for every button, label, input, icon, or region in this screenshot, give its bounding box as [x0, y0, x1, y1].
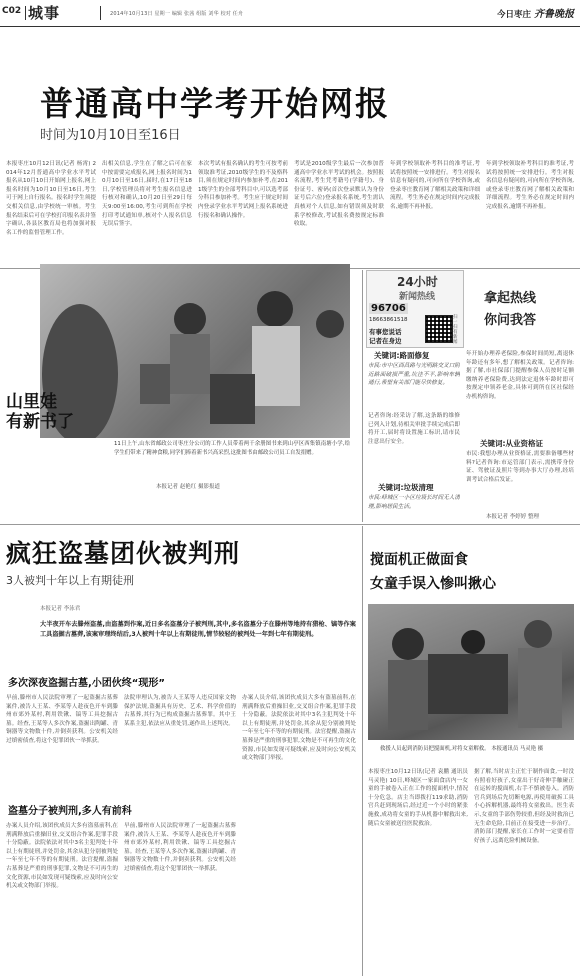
accident-headline-line2: 女童手误入惨叫揪心 — [370, 576, 496, 592]
header-divider — [25, 6, 26, 20]
crime-subhead-2: 盗墓分子被判刑,多人有前科 — [8, 806, 132, 817]
keyword-label-2: 关键词:垃圾清理 — [378, 483, 434, 492]
ad-tag2: 记者在身边 — [369, 337, 402, 345]
crime-body-2a: 办案人员介绍,该团伙成员大多有盗墓前科,在刑满释放后重操旧业,交叉组合作案,犯罪手段十分隐蔽。法院依法对其中3名主犯判处十年以上有期徒刑,并处罚金,其余从犯分别被判处一年至七年不等的有期徒刑。法官提醒,盗掘古墓葬是严重的刑事犯罪,文物是不可再生的文化资源,市民如发现可疑线索,应及时向公安机关或文物部门举报。 — [6, 823, 118, 890]
photo-caption: 11日上午,山东省邮政公司枣庄分公司的工作人员带着两千余册图书来到山亭区西集镇南塘小学,给学生们带来了精神食粮,同学们捧着新书兴高采烈,这批图书由邮政公司员工自发捐赠。 — [114, 441, 350, 456]
brand-prefix: 今日枣庄 — [497, 10, 532, 20]
ad-big-text: 24小时 — [397, 275, 438, 289]
accident-body-2: 据了解,当时店主正忙于制作面食,一时没有照看好孩子,女童出于好奇伸手触碰正在运转的搅面机,右手不慎被卷入。消防官兵到场后先切断电源,再使用破拆工具小心拆解机器,最终将女童救出。医生表示,女童的手部伤势较重,但经及时救治已无生命危险,目前正在接受进一步治疗。消防部门提醒,家长在工作时一定要看管好孩子,远离危险机械设备。 — [474, 769, 574, 844]
rescue-photo — [368, 604, 574, 740]
lead-column-2: 出相关信息,学生在了解之后可在家中按需要完成报名,网上报名时间为10月10日至16日,届时,在17日至18日,学校管理员将对考生报名信息进行核对和确认,10月20日至29日每天9:00至16:00,考生可到所在学校打印考试通知单,核对个人报名信息无误后签字。 — [102, 161, 192, 228]
accident-headline-line1: 搅面机正做面食 — [370, 552, 468, 568]
accident-photo-credit: 本报通讯员 马灵艳 摄 — [491, 746, 544, 752]
crime-body-2b: 早前,滕州市人民法院审理了一起盗掘古墓葬案件,被告人王某、李某等人趁夜色开车到滕州市郊外某村,利用铁锹、镐等工具挖掘古墓。经查,王某等人多次作案,盗掘出陶罐、青铜器等文物数十件,并倒卖获利。公安机关经过缜密侦查,将这个犯罪团伙一举抓获。 — [124, 823, 236, 872]
hotline-title-line2: 你问我答 — [484, 313, 537, 328]
section-title: 城事 — [28, 4, 61, 22]
hotline-title-line1: 拿起热线 — [484, 291, 537, 306]
photo-headline-line2: 有新书了 — [6, 412, 74, 432]
crime-body-1c: 办案人员介绍,该团伙成员大多有盗墓前科,在刑满释放后重操旧业,交叉组合作案,犯罪手段十分隐蔽。法院依法对其中3名主犯判处十年以上有期徒刑,并处罚金,其余从犯分别被判处一年至七年不等的有期徒刑。法官提醒,盗掘古墓葬是严重的刑事犯罪,文物是不可再生的文化资源,市民如发现可疑线索,应及时向公安机关或文物部门举报。 — [242, 695, 356, 762]
lead-column-3: 本次考试有报名确认的考生可按考前领取准考证,2010级学生的不及格科目,须在规定时间内参加补考,在2011级学生的全部考科目中,可以选考部分科目参加补考。考生应于规定时间内登录学业水平考试网上报名系统进行报名和确认操作。 — [198, 161, 288, 219]
lead-headline: 普通高中学考开始网报 — [40, 84, 390, 123]
school-children-photo — [40, 264, 350, 438]
ad-phone2: 18663861518 — [369, 317, 408, 323]
crime-byline: 本报记者 李泳君 — [40, 606, 81, 612]
hotline-credit: 本报记者 李婷婷 整理 — [486, 514, 539, 520]
photo-headline-line1: 山里娃 — [6, 392, 57, 412]
hotline-advert — [366, 270, 464, 348]
brand-name: 齐鲁晚报 — [534, 9, 574, 20]
issue-meta: 2014年10月13日 星期一 编辑 张茜 组版 刘华 校对 任舟 — [110, 11, 244, 17]
lead-column-5: 年到学校领取补考科目的准考证,考试将按照统一安排进行。考生对报名信息有疑问的,可向所在学校咨询,或登录枣庄教育网了解相关政策和详细流程。考生务必在规定时间内完成报名,逾期不再补报。 — [390, 161, 480, 210]
column-divider — [362, 526, 363, 976]
column-divider — [362, 270, 363, 522]
hotline-right-column-2: 市民:我想办理从业资格证,需要准备哪些材料?记者咨询:市运管部门表示,需携带身份证、驾驶证及照片等到办事大厅办理,经培训考试合格后发证。 — [466, 451, 574, 483]
crime-subheadline: 3人被判十年以上有期徒刑 — [6, 574, 134, 587]
crime-subhead-1: 多次深夜盗掘古墓,小团伙终“现形” — [8, 678, 165, 689]
accident-body-1: 本报枣庄10月12日讯(记者 袁鹏 通讯员 马灵艳) 10日,峄城区一家面食店内一女童的手被卷入正在工作的搅面机中,情况十分危急。店主当即拨打119求助,消防官兵赶到现场后,经过近一个小时的紧张施救,成功将女童的手从机器中解救出来,随后女童被送往医院救治。 — [368, 769, 468, 827]
ad-qr-note: 扫一扫 有新闻 — [453, 315, 458, 345]
page-number: C02 — [2, 6, 22, 16]
hotline-right-column: 年开始办理养老保险,参保时间尚短,离退休年龄还有多年,想了解相关政策。记者咨询:据了解,市社保部门提醒参保人员按时足额缴纳养老保险费,达到法定退休年龄时即可按规定申领养老金,具体可到所在区社保经办机构咨询。 — [466, 351, 574, 400]
hotline-question-2: 市民:峄城区一小区垃圾长时间无人清理,影响居民生活。 — [368, 495, 460, 510]
page-header — [0, 0, 580, 27]
ad-tag1: 有事您说话 — [369, 328, 402, 336]
ad-phone: 96706 — [371, 303, 406, 314]
keyword-label-3: 关键词:从业资格证 — [480, 439, 543, 448]
crime-headline: 疯狂盗墓团伙被判刑 — [6, 539, 241, 568]
section-divider — [0, 524, 580, 525]
crime-body-1b: 法院审理认为,被告人王某等人违反国家文物保护法规,盗掘具有历史、艺术、科学价值的古墓葬,其行为已构成盗掘古墓葬罪。其中王某系主犯,依法应从重处罚,遂作出上述判决。 — [124, 695, 236, 727]
lead-column-6: 年到学校领取补考科目的准考证,考试将按照统一安排进行。考生对报名信息有疑问的,可向所在学校咨询,或登录枣庄教育网了解相关政策和详细流程。考生务必在规定时间内完成报名,逾期不再补报。 — [486, 161, 574, 210]
hotline-answer-1: 记者咨询:经采访了解,这条路的维修已列入计划,待相关审批手续完成后即将开工,届时将设置施工标识,请市民注意出行安全。 — [368, 413, 460, 445]
hotline-question-1: 市民:市中区西昌路与光明路交叉口附近路面破损严重,坑洼不平,影响车辆通行,希望有关部门能尽快修复。 — [368, 363, 460, 387]
accident-caption-text: 救援人员起到消防员把搅面机,对将女童解救。 — [380, 746, 490, 752]
lead-subheadline: 时间为10月10日至16日 — [40, 128, 181, 143]
photo-story-headline — [6, 392, 74, 432]
crime-lead: 大半夜开车去滕州盗墓,由盗墓到作案,近日多名盗墓分子被判刑,其中,多名盗墓分子在滕州等地持有猎枪、镐等作案工具盗掘古墓葬,该案审理终结后,3人被判十年以上有期徒刑,情节较轻的被判处一年到七年有期徒刑。 — [40, 621, 356, 638]
accident-headline — [370, 548, 496, 596]
brand-logo — [497, 5, 574, 20]
hotline-title — [484, 288, 536, 332]
qr-code-icon — [425, 315, 453, 343]
lead-column-4: 考试是2010级学生最后一次参加普通高中学业水平考试的机会。按照报名流程,考生凭考籍号(学籍号)、身份证号、密码(首次登录默认为身份证号后六位)登录报名系统,考生需认真核对个人信息,如有错误须及时联系学校修改,考试报名费按规定标准收取。 — [294, 161, 384, 228]
crime-body-1a: 早前,滕州市人民法院审理了一起盗掘古墓葬案件,被告人王某、李某等人趁夜色开车到滕州市郊外某村,利用铁锹、镐等工具挖掘古墓。经查,王某等人多次作案,盗掘出陶罐、青铜器等文物数十件,并倒卖获利。公安机关经过缜密侦查,将这个犯罪团伙一举抓获。 — [6, 695, 118, 744]
keyword-label-1: 关键词:路面修复 — [374, 351, 430, 360]
ad-sub-text: 新闻热线 — [399, 292, 436, 302]
lead-column-1: 本报枣庄10月12日讯(记者 杨霄) 2014年12月普通高中学业水平考试报名从10月10日开始网上报名,网上报名时间为10月10日至16日,考生可于网上自行报名。报名时学生须提交相关信息,由学校统一审核。考生报名结束后可在学校打印报名表并签字确认,各县区教育局也将加强对报名工作的监督管理工作。 — [6, 161, 96, 236]
photo-credit: 本报记者 赵艳红 摄影报道 — [156, 484, 220, 490]
header-divider — [100, 6, 101, 20]
accident-photo-caption — [380, 744, 574, 752]
